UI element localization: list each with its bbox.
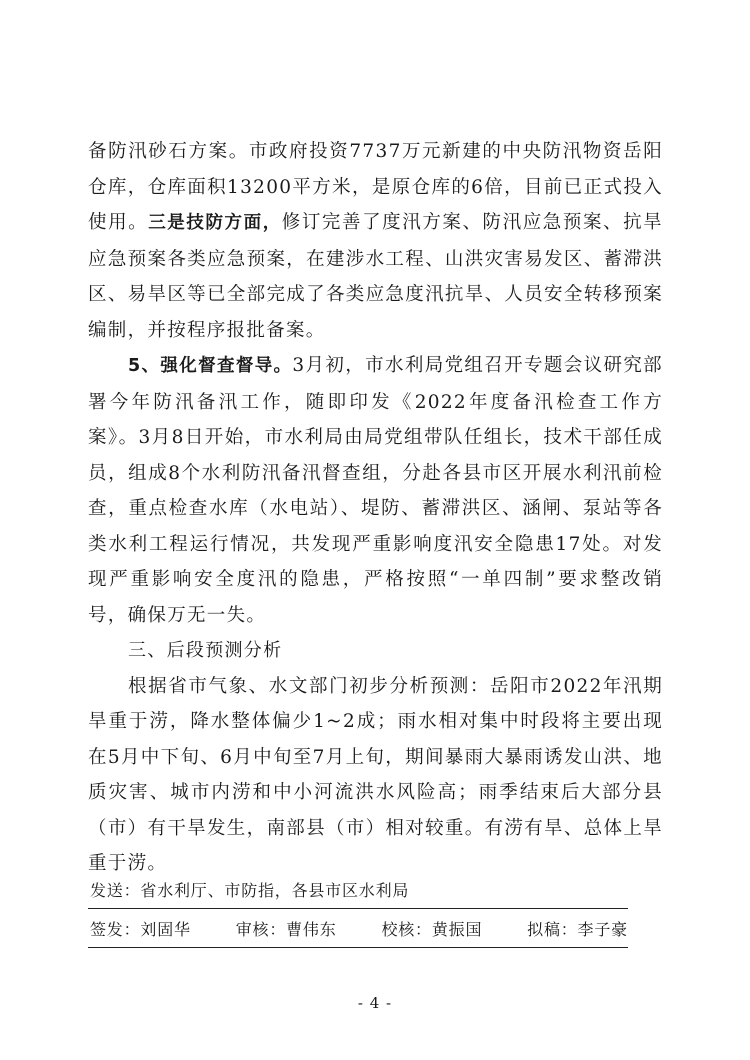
paragraph-flood-materials (88, 134, 663, 348)
send-to-line: 发送：省水利厅、市防指，各县市区水利局 (90, 881, 410, 900)
reviewer: 审核：曹伟东 (235, 920, 337, 939)
section-heading: 三、后段预测分析 (128, 640, 283, 661)
paragraph-forecast: 根据省市气象、水文部门初步分析预测：岳阳市2022年汛期旱重于涝，降水整体偏少1~2成；雨水相对集中时段将主要出现在5月中下旬、6月中旬至7月上旬，期间暴雨大暴雨诱发山洪、地质灾害、城市内涝和中小河流洪水风险高；雨季结束后大部分县（市）有干旱发生，南部县（市）相对较重。有涝有旱、总体上旱重于涝。 (88, 675, 663, 874)
checker: 校核：黄振国 (381, 920, 483, 939)
drafter: 拟稿：李子豪 (527, 920, 628, 939)
paragraph-text: 修订完善了度汛方案、防汛应急预案、抗旱应急预案各类应急预案，在建涉水工程、山洪灾害易发区、蓄滞洪区、易旱区等已全部完成了各类应急度汛抗旱、人员安全转移预案编制，并按程序报批备案。 (88, 212, 663, 341)
page-number: - 4 - (357, 994, 393, 1012)
body-text (88, 134, 663, 882)
footer-divider-bottom (88, 947, 628, 948)
paragraph-text: 3月初，市水利局党组召开专题会议研究部署今年防汛备汛工作，随即印发《2022年度备汛检查工作方案》。3月8日开始，市水利局由局党组带队任组长，技术干部任成员，组成8个水利防汛备汛督查组，分赴各县市区开展水利汛前检查，重点检查水库（水电站）、堤防、蓄滞洪区、涵闸、泵站等各类水利工程运行情况，共发现严重影响度汛安全隐患17处。对发现严重影响安全度汛的隐患，严格按照“一单四制”要求整改销号，确保万无一失。 (88, 355, 663, 626)
paragraph-text: 备防汛砂石方案。市政府投资7737万元新建的中央防汛物资岳阳仓库，仓库面积13200平方米，是原仓库的6倍，目前已正式投入使用。 (88, 141, 663, 233)
paragraph-supervision (88, 348, 663, 633)
distribution-footer (88, 878, 628, 948)
bold-phrase-supervision: 5、强化督查督导。 (128, 356, 293, 376)
signature-line (88, 909, 628, 947)
bold-phrase-tech-defense: 三是技防方面， (148, 213, 282, 233)
signer: 签发：刘固华 (90, 920, 191, 939)
